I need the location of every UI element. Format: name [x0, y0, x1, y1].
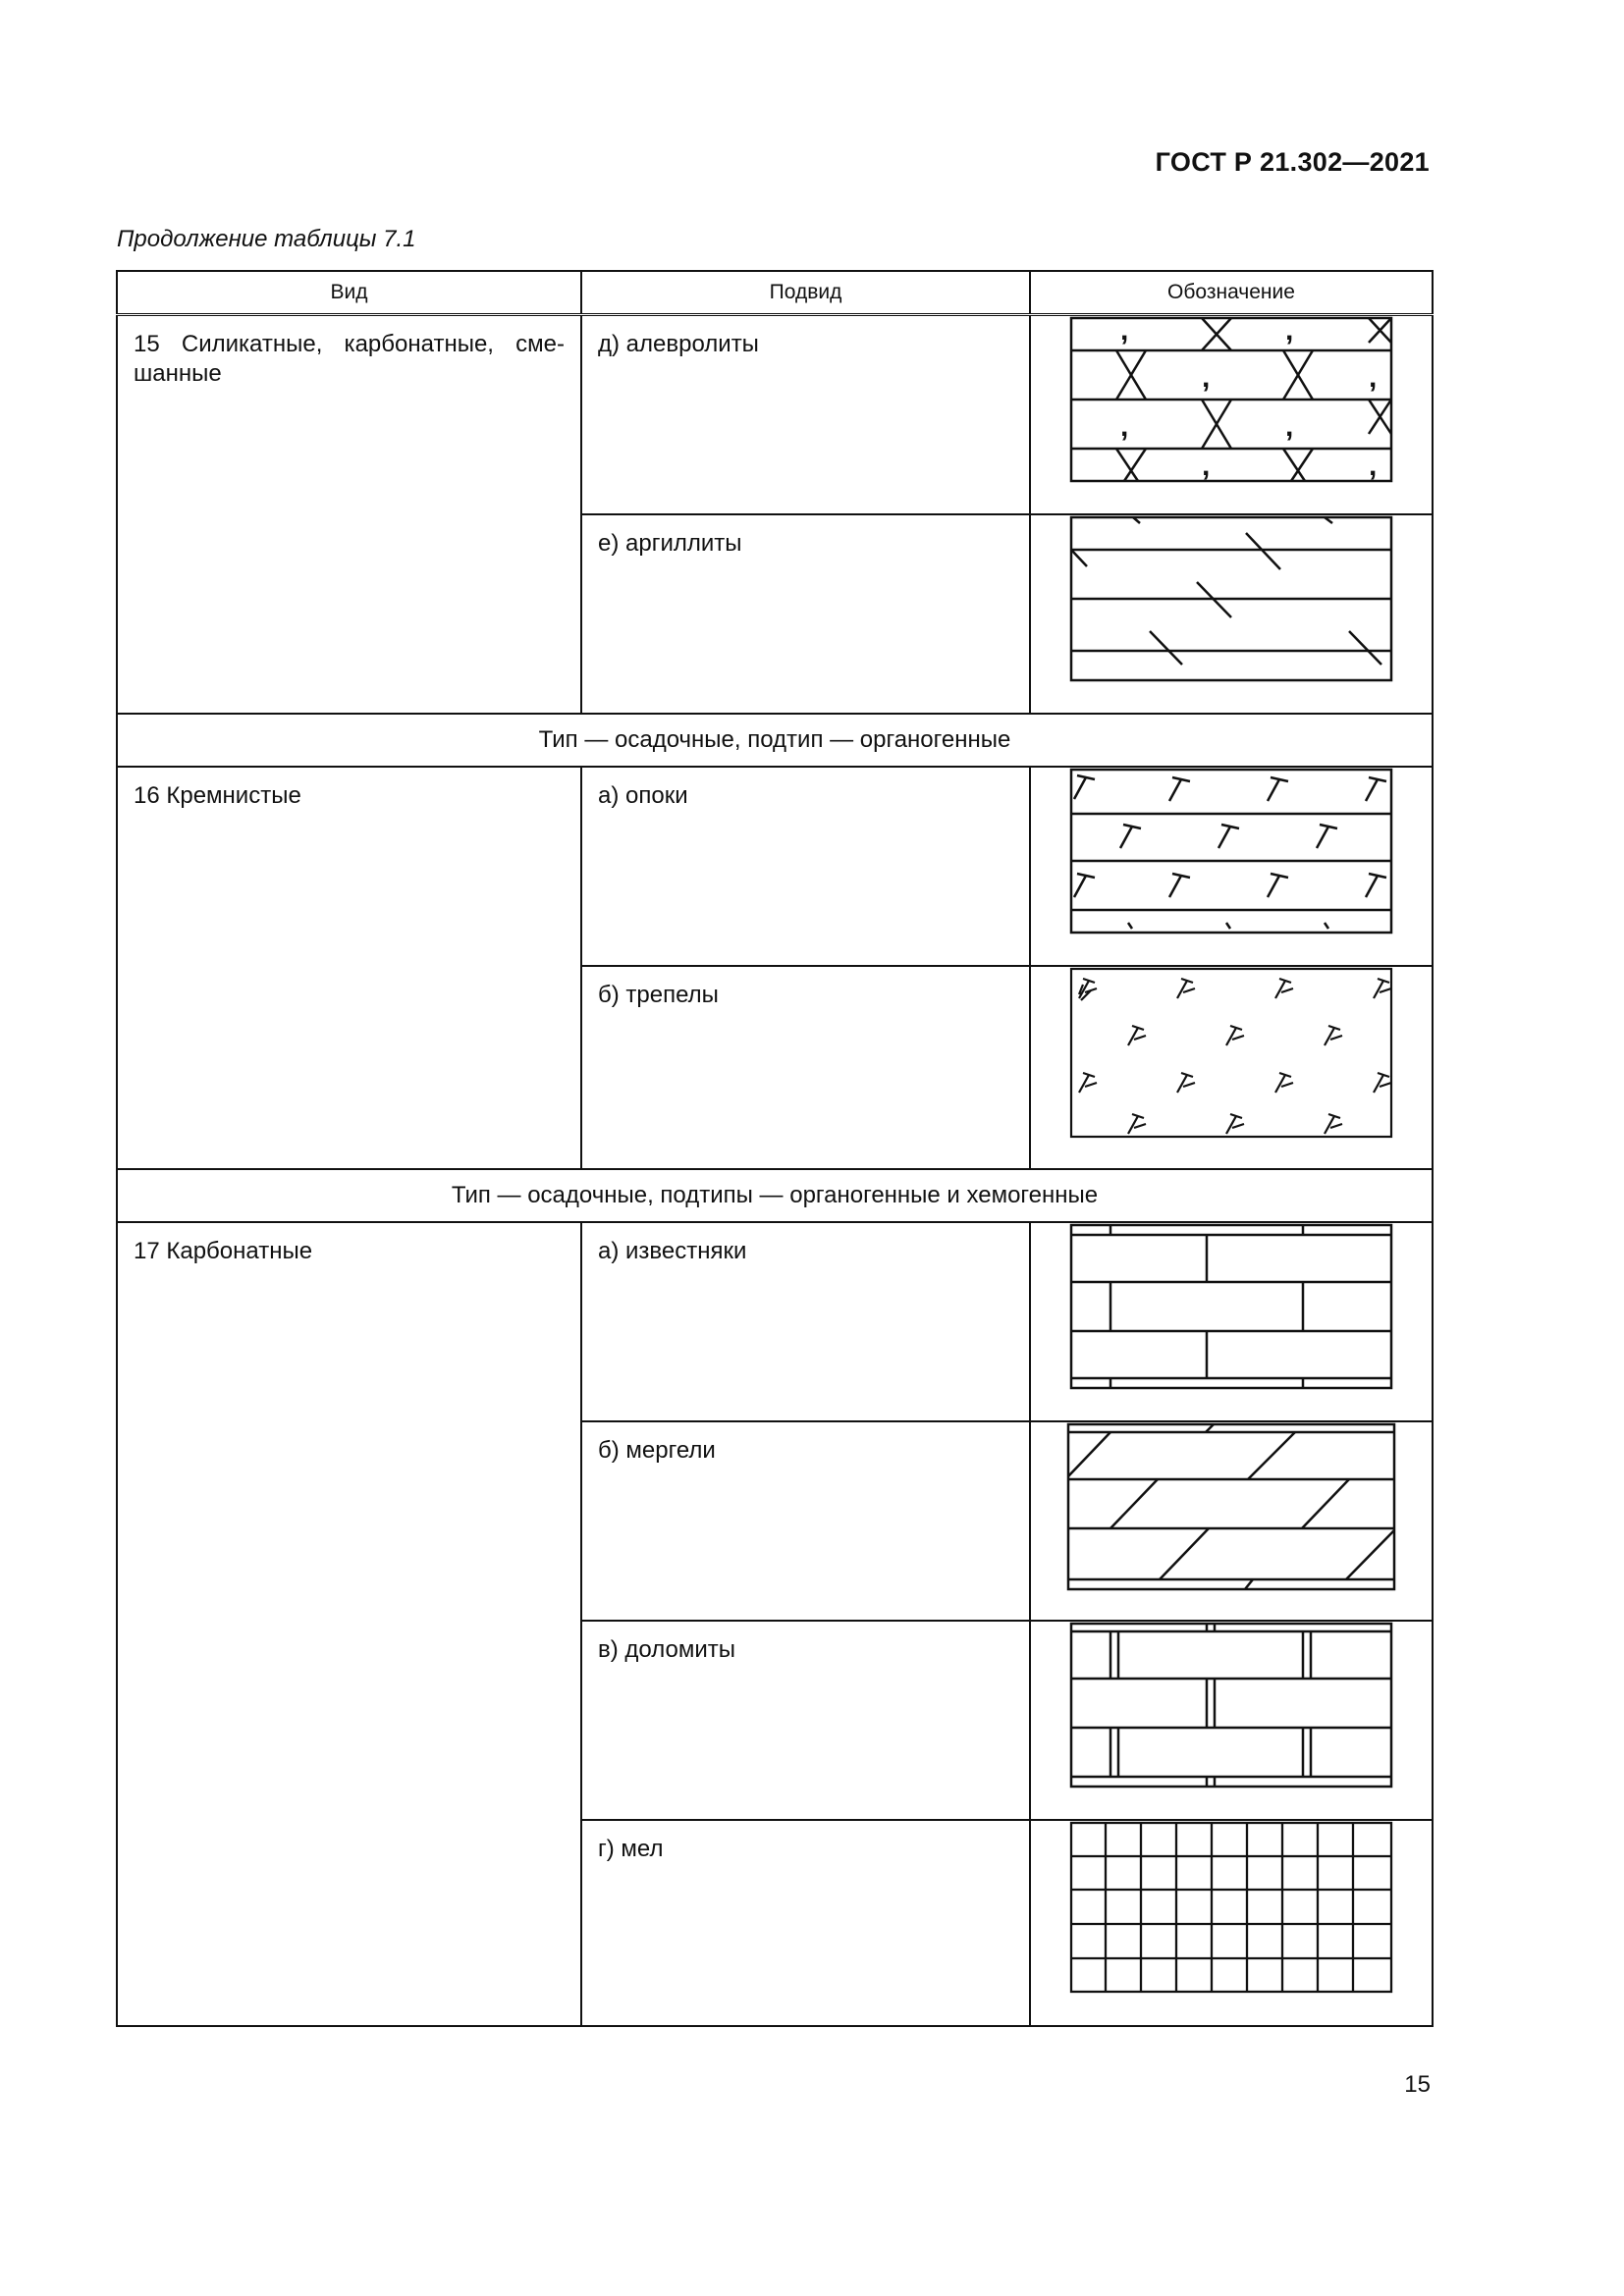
- column-header-oboznachenie: Обозначение: [1030, 271, 1433, 315]
- dolomite-pattern-icon: [1069, 1622, 1393, 1789]
- symbol-cell: [1030, 1621, 1433, 1820]
- vid-cell: [117, 767, 581, 1169]
- podvid-cell: [581, 514, 1030, 714]
- svg-text:,: ,: [1120, 316, 1129, 347]
- podvid-label: д) алевролиты: [598, 331, 759, 357]
- table-row: [117, 315, 1433, 515]
- symbol-cell: [1030, 767, 1433, 966]
- podvid-label: е) аргиллиты: [598, 530, 742, 557]
- chalk-pattern-icon: [1069, 1821, 1393, 1994]
- limestone-pattern-icon: [1069, 1223, 1393, 1390]
- podvid-cell: [581, 1222, 1030, 1421]
- tripoli-pattern-icon: [1069, 967, 1393, 1139]
- svg-text:,: ,: [1285, 316, 1294, 347]
- podvid-cell: [581, 1621, 1030, 1820]
- table-caption: Продолжение таблицы 7.1: [117, 226, 416, 252]
- podvid-label: а) опоки: [598, 782, 688, 809]
- symbol-cell: [1030, 1421, 1433, 1621]
- vid-cell: [117, 1222, 581, 2026]
- svg-text:,: ,: [1120, 410, 1129, 443]
- lithology-table: [116, 270, 1434, 2027]
- vid-label: 15 Силикатные, карбонатные, смешанные: [134, 331, 565, 387]
- argillite-pattern-icon: [1069, 515, 1393, 682]
- podvid-label: в) доломиты: [598, 1636, 736, 1663]
- vid-label: 16 Кремнистые: [134, 782, 301, 809]
- marl-pattern-icon: [1066, 1422, 1396, 1591]
- podvid-label: г) мел: [598, 1836, 664, 1862]
- table-row: [117, 1169, 1433, 1222]
- svg-text:,: ,: [1285, 410, 1294, 443]
- column-header-podvid: Подвид: [581, 271, 1030, 315]
- opoka-pattern-icon: [1069, 768, 1393, 934]
- section-band: Тип — осадочные, подтипы — органогенные и хемогенные: [117, 1169, 1433, 1222]
- section-band: Тип — осадочные, подтип — органогенные: [117, 714, 1433, 767]
- symbol-cell: [1030, 1222, 1433, 1421]
- symbol-cell: [1030, 1820, 1433, 2026]
- document-standard-code: ГОСТ Р 21.302—2021: [1155, 147, 1430, 177]
- podvid-cell: [581, 315, 1030, 515]
- table-row: [117, 767, 1433, 966]
- symbol-cell: [1030, 315, 1433, 515]
- svg-text:,: ,: [1369, 450, 1378, 482]
- svg-text:,: ,: [1202, 450, 1211, 482]
- vid-label: 17 Карбонатные: [134, 1238, 313, 1264]
- podvid-label: б) мергели: [598, 1437, 716, 1464]
- symbol-cell: [1030, 966, 1433, 1169]
- podvid-cell: [581, 1820, 1030, 2026]
- podvid-label: а) известняки: [598, 1238, 747, 1264]
- aleurolite-pattern-icon: [1069, 316, 1393, 483]
- table-row: [117, 1222, 1433, 1421]
- svg-text:,: ,: [1369, 361, 1378, 394]
- vid-cell: [117, 315, 581, 715]
- podvid-cell: [581, 767, 1030, 966]
- svg-text:,: ,: [1202, 361, 1211, 394]
- podvid-cell: [581, 966, 1030, 1169]
- podvid-label: б) трепелы: [598, 982, 719, 1008]
- page-number: 15: [1404, 2071, 1431, 2098]
- column-header-vid: Вид: [117, 271, 581, 315]
- podvid-cell: [581, 1421, 1030, 1621]
- table-header-row: [117, 271, 1433, 315]
- symbol-cell: [1030, 514, 1433, 714]
- table-row: [117, 714, 1433, 767]
